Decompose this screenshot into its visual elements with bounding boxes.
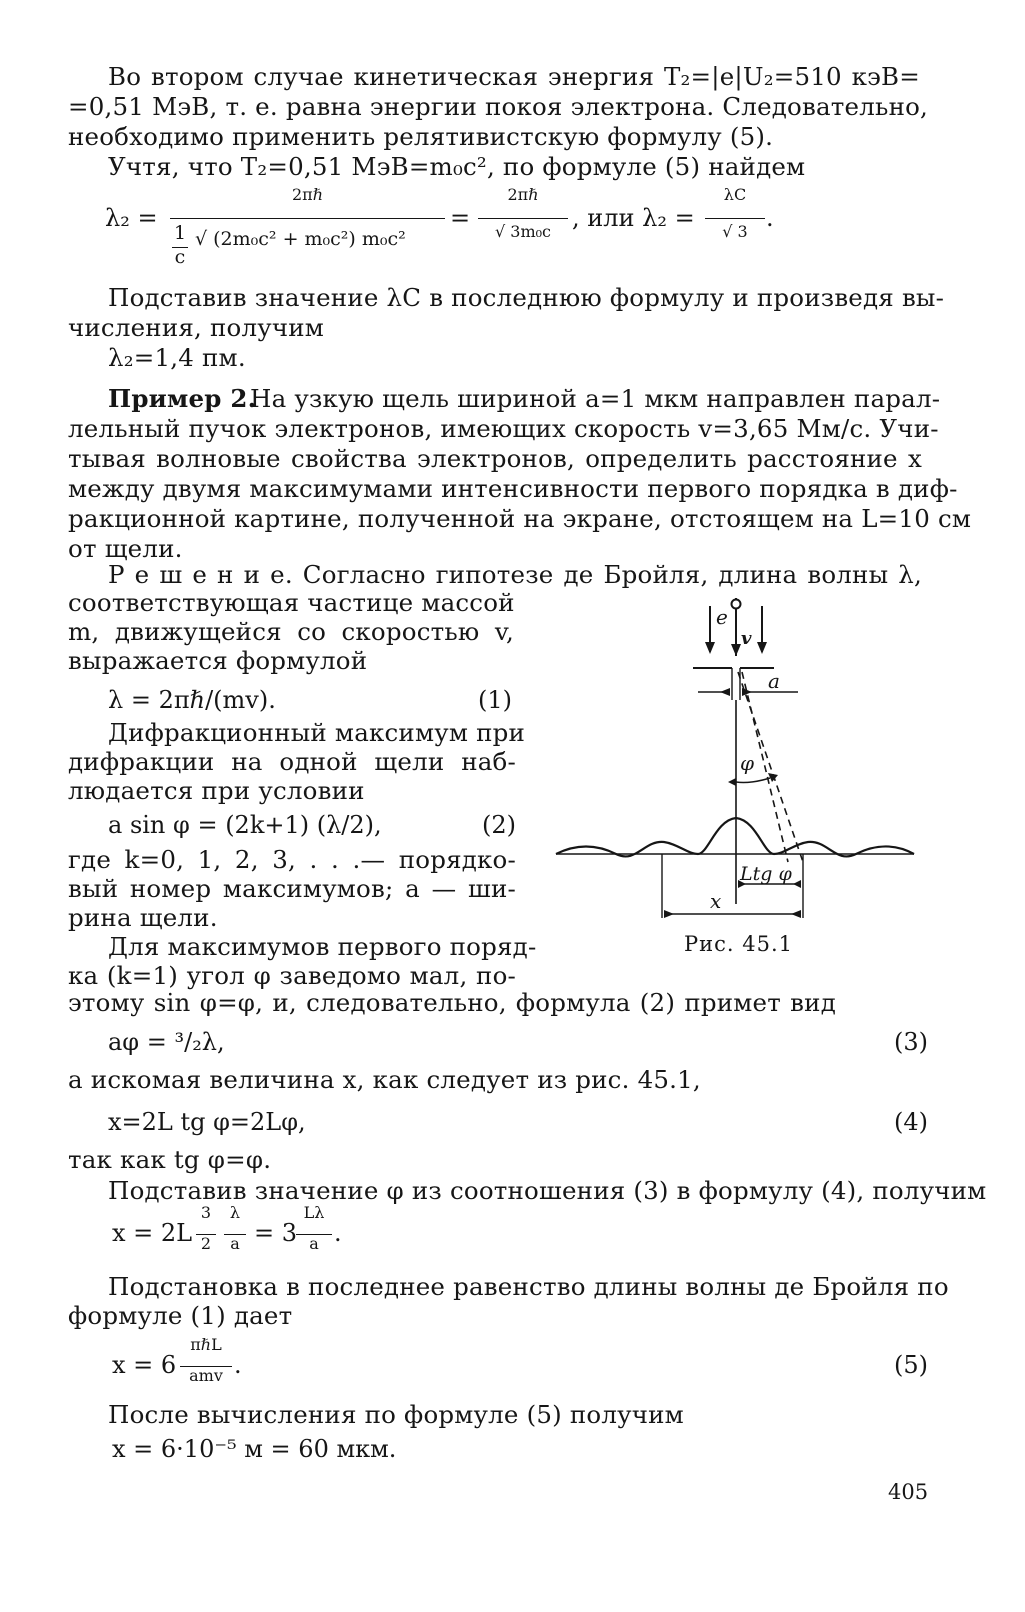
eq-mid-den: √ 3m₀c bbox=[494, 222, 551, 241]
label-e: e bbox=[716, 605, 728, 629]
equation-number: (3) bbox=[894, 1028, 928, 1056]
fraction-bar bbox=[170, 218, 445, 219]
eq-numerator: 2πℏ bbox=[292, 185, 323, 204]
text-line: Подставив значение φ из соотношения (3) в формулу (4), получим bbox=[108, 1176, 987, 1205]
eq-den-c-den: c bbox=[174, 246, 186, 268]
text-line: числения, получим bbox=[68, 313, 325, 342]
eq-or: , или λ₂ = bbox=[572, 204, 695, 232]
eq-lhs: x = 2L bbox=[112, 1219, 193, 1247]
page-number: 405 bbox=[888, 1480, 929, 1504]
fraction-bar bbox=[478, 218, 568, 219]
text-line: от щели. bbox=[68, 534, 183, 563]
electron-icon bbox=[732, 600, 741, 609]
equation-result: x = 6·10⁻⁵ м = 60 мкм. bbox=[112, 1435, 397, 1463]
eq-last-den: √ 3 bbox=[722, 222, 748, 241]
equation-3: aφ = ³/₂λ, bbox=[108, 1028, 225, 1056]
text-line: После вычисления по формуле (5) получим bbox=[108, 1400, 684, 1429]
eq-den-c-num: 1 bbox=[173, 222, 187, 244]
text-line: дифракции на одной щели наб- bbox=[68, 747, 516, 776]
eq-den: amv bbox=[189, 1366, 223, 1385]
eq-last-num: λC bbox=[723, 185, 747, 204]
text-line: этому sin φ=φ, и, следовательно, формула (2) примет вид bbox=[68, 988, 836, 1017]
text-line: так как tg φ=φ. bbox=[68, 1145, 272, 1174]
figure-caption: Рис. 45.1 bbox=[684, 932, 793, 956]
equation-number: (2) bbox=[482, 811, 516, 839]
text-line: Учтя, что T₂=0,51 МэВ=m₀c², по формуле (5) найдем bbox=[108, 152, 806, 181]
label-ltg-phi: Ltg φ bbox=[740, 863, 792, 885]
text-line: ка (k=1) угол φ заведомо мал, по- bbox=[68, 961, 516, 990]
eq-num: Lλ bbox=[303, 1203, 325, 1222]
text-line: На узкую щель шириной a=1 мкм направлен парал- bbox=[250, 384, 941, 413]
eq-den: a bbox=[230, 1234, 240, 1253]
text-line: Во втором случае кинетическая энергия T₂=|e|U₂=510 кэВ= bbox=[108, 62, 920, 91]
eq-den-root: √ (2m₀c² + m₀c²) m₀c² bbox=[195, 228, 406, 250]
text-line: между двумя максимумами интенсивности первого порядка в диф- bbox=[68, 474, 958, 503]
equation-number: (4) bbox=[894, 1108, 928, 1136]
text-line: людается при условии bbox=[68, 776, 365, 805]
eq-dot: . bbox=[334, 1219, 342, 1247]
text-line: формуле (1) дает bbox=[68, 1301, 293, 1330]
eq-num: πℏL bbox=[190, 1335, 222, 1354]
eq-dot: . bbox=[234, 1351, 242, 1379]
text-line: необходимо применить релятивистскую формулу (5). bbox=[68, 122, 774, 151]
fraction-bar bbox=[705, 218, 765, 219]
equation-4: x=2L tg φ=2Lφ, bbox=[108, 1108, 306, 1136]
text-line: рина щели. bbox=[68, 903, 218, 932]
text-line: λ₂=1,4 пм. bbox=[108, 343, 246, 372]
equation-number: (1) bbox=[478, 686, 512, 714]
text-line: лельный пучок электронов, имеющих скорость v=3,65 Мм/с. Учи- bbox=[68, 414, 939, 443]
eq-equals: = bbox=[450, 204, 471, 232]
text-line: тывая волновые свойства электронов, определить расстояние x bbox=[68, 444, 922, 473]
text-line: ракционной картине, полученной на экране, отстоящем на L=10 см bbox=[68, 504, 972, 533]
eq-den: 2 bbox=[200, 1234, 212, 1253]
eq-den: a bbox=[309, 1234, 319, 1253]
intensity-curve bbox=[556, 818, 914, 856]
label-v: v bbox=[741, 628, 752, 649]
figure-diffraction bbox=[548, 592, 918, 922]
example-heading: Пример 2. bbox=[108, 384, 257, 413]
text-line: Подстановка в последнее равенство длины волны де Бройля по bbox=[108, 1272, 949, 1301]
eq-lhs: x = 6 bbox=[112, 1351, 177, 1379]
equation-number: (5) bbox=[894, 1351, 928, 1379]
text-line: где k=0, 1, 2, 3, . . .— порядко- bbox=[68, 845, 516, 874]
text-line: =0,51 МэВ, т. е. равна энергии покоя электрона. Следовательно, bbox=[68, 92, 929, 121]
text-line: Дифракционный максимум при bbox=[108, 718, 526, 747]
eq-num: 3 bbox=[200, 1203, 212, 1222]
label-phi: φ bbox=[740, 751, 755, 775]
text-line: выражается формулой bbox=[68, 646, 368, 675]
text-line: m, движущейся со скоростью v, bbox=[68, 617, 514, 646]
equation-1: λ = 2πℏ/(mv). bbox=[108, 686, 276, 714]
angle-arc bbox=[736, 778, 770, 783]
text-line: соответствующая частице массой bbox=[68, 588, 515, 617]
text-line: Подставив значение λC в последнюю формулу и произведя вы- bbox=[108, 283, 945, 312]
eq-mid: = 3 bbox=[254, 1219, 298, 1247]
arrow-down-icon bbox=[731, 644, 741, 656]
text-line: Р е ш е н и е. Согласно гипотезе де Бройля, длина волны λ, bbox=[108, 560, 922, 589]
text-line: вый номер максимумов; a — ши- bbox=[68, 874, 516, 903]
text-line: а искомая величина x, как следует из рис. 45.1, bbox=[68, 1065, 701, 1094]
label-x: x bbox=[710, 889, 722, 913]
eq-num: λ bbox=[229, 1203, 241, 1222]
eq-lhs: λ₂ = bbox=[105, 204, 158, 232]
eq-dot: . bbox=[766, 204, 774, 232]
eq-mid-num: 2πℏ bbox=[507, 185, 539, 204]
arrow-down-icon bbox=[757, 642, 767, 654]
equation-2: a sin φ = (2k+1) (λ/2), bbox=[108, 811, 382, 839]
label-a: a bbox=[768, 669, 780, 693]
arrow-down-icon bbox=[705, 642, 715, 654]
text-line: Для максимумов первого поряд- bbox=[108, 932, 537, 961]
